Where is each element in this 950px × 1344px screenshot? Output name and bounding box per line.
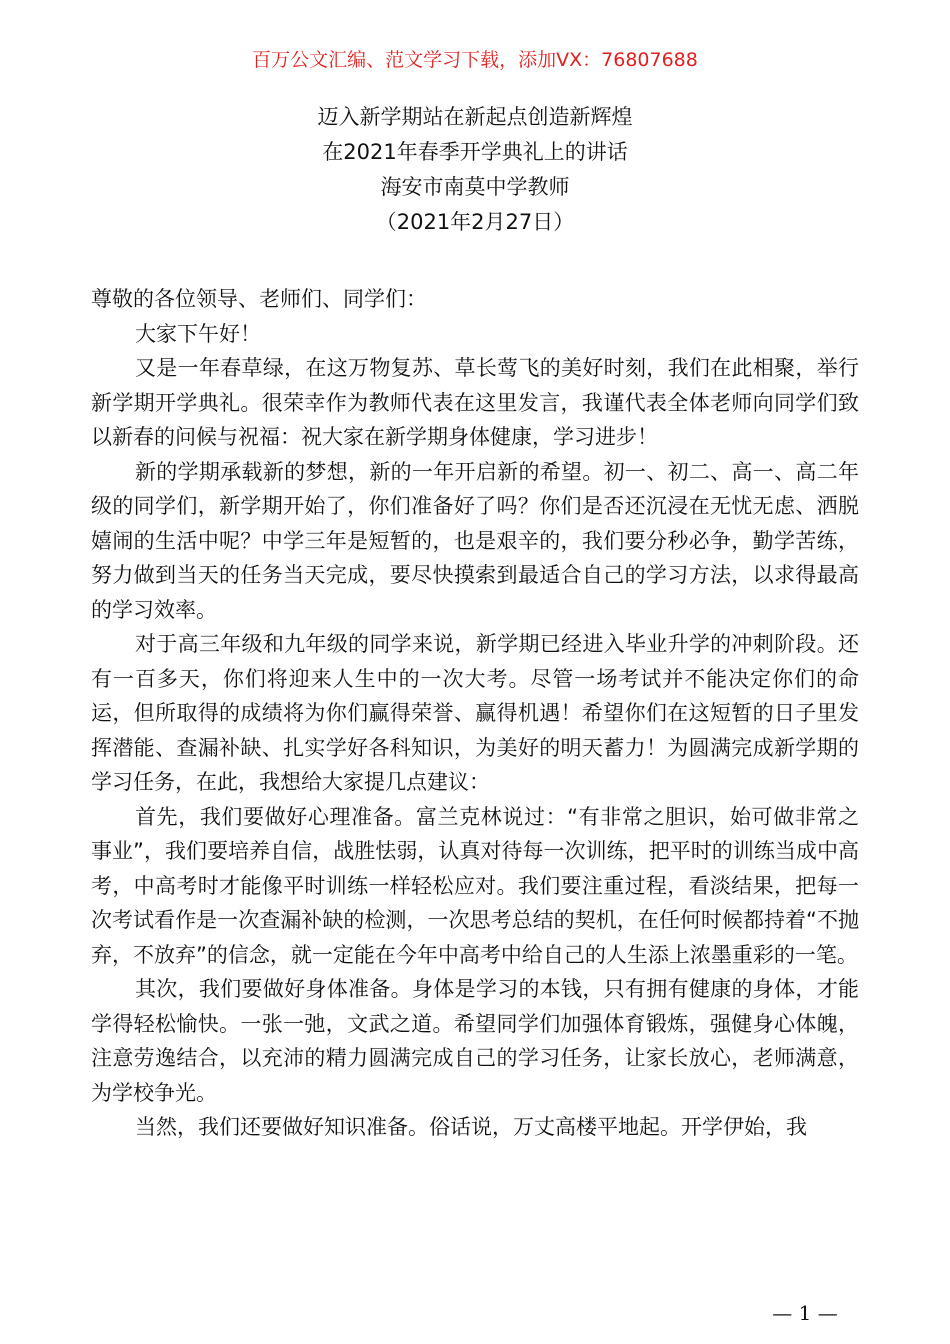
title-block bbox=[0, 100, 950, 240]
speech-date: （2021年2月27日） bbox=[375, 210, 575, 234]
page-number: — 1 — bbox=[772, 1301, 838, 1325]
speech-body bbox=[91, 282, 859, 1145]
watermark-banner: 百万公文汇编、范文学习下载，添加VX：76807688 bbox=[252, 49, 698, 71]
paragraph-new-semester: 新的学期承载新的梦想，新的一年开启新的希望。初一、初二、高一、高二年级的同学们，新学期开始了，你们准备好了吗？你们是否还沉浸在无忧无虑、洒脱嬉闹的生活中呢？中学三年是短暂的，也是艰辛的，我们要分秒必争，勤学苦练，努力做到当天的任务当天完成，要尽快摸索到最适合自己的学习方法，以求得最高的学习效率。 bbox=[91, 459, 859, 622]
speech-title: 迈入新学期站在新起点创造新辉煌 bbox=[317, 105, 633, 129]
paragraph-knowledge-preparation: 当然，我们还要做好知识准备。俗话说，万丈高楼平地起。开学伊始，我 bbox=[135, 1115, 807, 1139]
paragraph-physical-preparation: 其次，我们要做好身体准备。身体是学习的本钱，只有拥有健康的身体，才能学得轻松愉快。一张一弛，文武之道。希望同学们加强体育锻炼，强健身心体魄，注意劳逸结合，以充沛的精力圆满完成自己的学习任务，让家长放心，老师满意，为学校争光。 bbox=[91, 977, 859, 1105]
paragraph-graduating: 对于高三年级和九年级的同学来说，新学期已经进入毕业升学的冲刺阶段。还有一百多天，你们将迎来人生中的一次大考。尽管一场考试并不能决定你们的命运，但所取得的成绩将为你们赢得荣誉、赢得机遇！希望你们在这短暂的日子里发挥潜能、查漏补缺、扎实学好各科知识，为美好的明天蓄力！为圆满完成新学期的学习任务，在此，我想给大家提几点建议： bbox=[91, 632, 859, 794]
speech-subtitle: 在2021年春季开学典礼上的讲话 bbox=[322, 140, 628, 164]
paragraph-opening: 又是一年春草绿，在这万物复苏、草长莺飞的美好时刻，我们在此相聚，举行新学期开学典礼。很荣幸作为教师代表在这里发言，我谨代表全体老师向同学们致以新春的问候与祝福：祝大家在新学期身体健康，学习进步！ bbox=[91, 356, 859, 449]
speaker-line: 海安市南莫中学教师 bbox=[380, 175, 570, 199]
salutation: 尊敬的各位领导、老师们、同学们： bbox=[91, 287, 427, 311]
paragraph-mental-preparation: 首先，我们要做好心理准备。富兰克林说过：“有非常之胆识，始可做非常之事业”，我们要培养自信，战胜怯弱，认真对待每一次训练，把平时的训练当成中高考，中高考时才能像平时训练一样轻松应对。我们要注重过程，看淡结果，把每一次考试看作是一次查漏补缺的检测，一次思考总结的契机，在任何时候都持着“不抛弃，不放弃”的信念，就一定能在今年中高考中给自己的人生添上浓墨重彩的一笔。 bbox=[91, 804, 859, 967]
paragraph-greeting: 大家下午好！ bbox=[135, 321, 261, 346]
